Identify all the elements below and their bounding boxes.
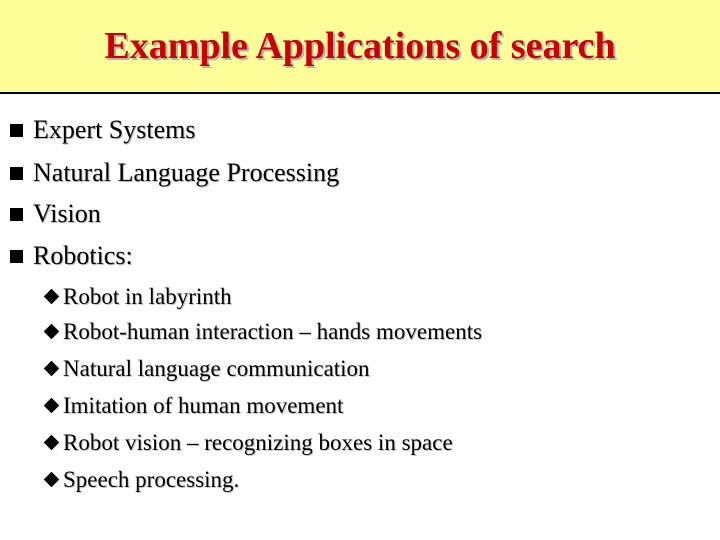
bullet-item xyxy=(10,112,196,148)
title-band xyxy=(0,0,720,94)
sub-bullet-item xyxy=(44,316,482,348)
slide-title: Example Applications of search xyxy=(104,25,616,67)
sub-bullet-item xyxy=(44,390,343,422)
sub-bullet-label: Natural language communication xyxy=(63,356,370,381)
diamond-bullet-icon xyxy=(44,472,60,488)
diamond-bullet-icon xyxy=(44,398,60,414)
bullet-label: Vision xyxy=(33,199,101,228)
square-bullet-icon xyxy=(10,208,23,221)
bullet-label: Expert Systems xyxy=(33,115,196,144)
sub-bullet-label: Robot vision – recognizing boxes in space xyxy=(63,430,453,455)
bullet-item xyxy=(10,155,339,191)
sub-bullet-label: Robot in labyrinth xyxy=(63,284,232,309)
sub-bullet-label: Speech processing. xyxy=(63,467,240,492)
sub-bullet-label: Robot-human interaction – hands movements xyxy=(63,319,483,344)
diamond-bullet-icon xyxy=(44,289,60,305)
bullet-label: Natural Language Processing xyxy=(33,158,340,187)
square-bullet-icon xyxy=(10,250,23,263)
sub-bullet-item xyxy=(44,464,239,496)
diamond-bullet-icon xyxy=(44,435,60,451)
diamond-bullet-icon xyxy=(44,361,60,377)
square-bullet-icon xyxy=(10,124,23,137)
sub-bullet-item xyxy=(44,281,232,313)
bullet-item xyxy=(10,238,133,274)
bullet-item xyxy=(10,196,101,232)
sub-bullet-item xyxy=(44,427,453,459)
sub-bullet-label: Imitation of human movement xyxy=(63,393,344,418)
sub-bullet-item xyxy=(44,353,370,385)
diamond-bullet-icon xyxy=(44,324,60,340)
square-bullet-icon xyxy=(10,167,23,180)
bullet-label: Robotics: xyxy=(33,241,133,270)
